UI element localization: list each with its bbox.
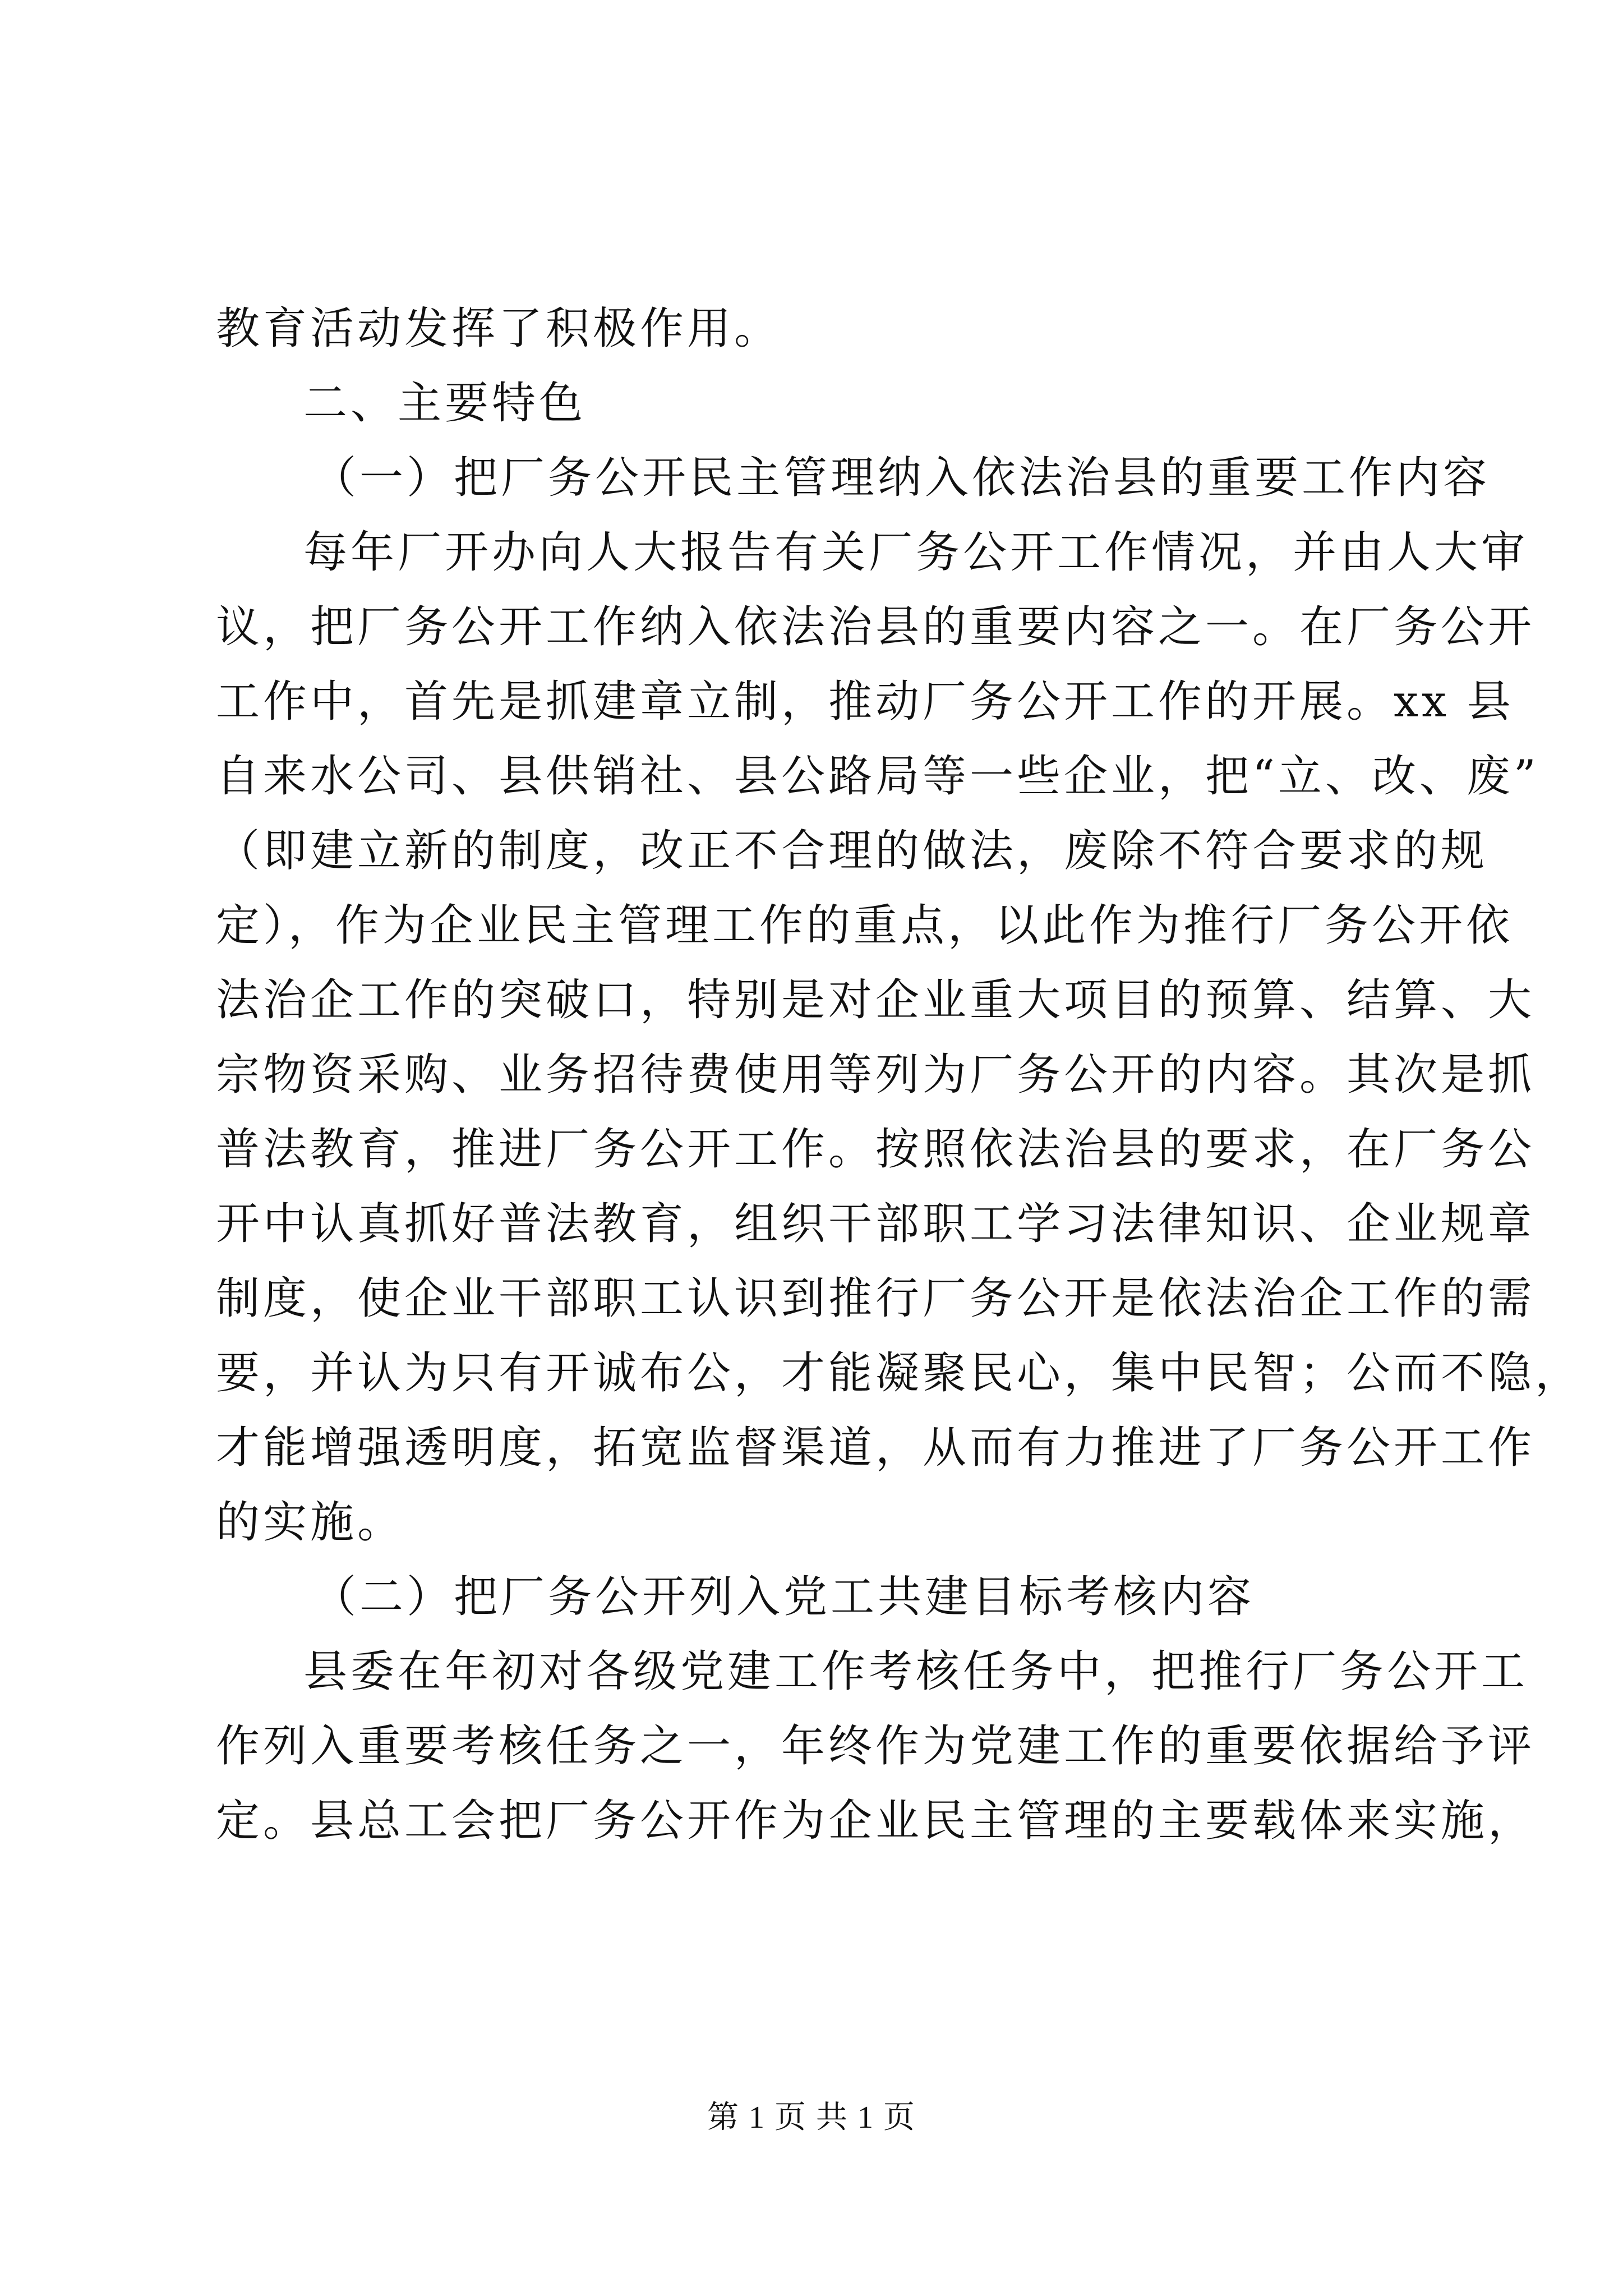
paragraph-line: 定），作为企业民主管理工作的重点，以此作为推行厂务公开依 — [216, 900, 1514, 951]
paragraph-line: 普法教育，推进厂务公开工作。按照依法治县的要求，在厂务公 — [216, 1124, 1536, 1175]
paragraph-line: 作列入重要考核任务之一，年终作为党建工作的重要依据给予评 — [216, 1721, 1536, 1772]
page-number-label: 第 1 页 共 1 页 — [707, 2100, 916, 2135]
paragraph-line: 县委在年初对各级党建工作考核任务中，把推行厂务公开工 — [303, 1646, 1529, 1697]
paragraph-line: 要，并认为只有开诚布公，才能凝聚民心，集中民智；公而不隐， — [216, 1348, 1583, 1398]
paragraph-line: 宗物资采购、业务招待费使用等列为厂务公开的内容。其次是抓 — [216, 1050, 1536, 1100]
document-body — [216, 292, 1583, 1858]
paragraph-line: 每年厂开办向人大报告有关厂务公开工作情况，并由人大审 — [303, 527, 1529, 578]
paragraph-line: （即建立新的制度，改正不合理的做法，废除不符合要求的规 — [216, 826, 1488, 876]
paragraph-line: 定。县总工会把厂务公开作为企业民主管理的主要载体来实施， — [216, 1796, 1536, 1846]
section-heading: 二、主要特色 — [303, 378, 587, 429]
paragraph-line: 的实施。 — [216, 1497, 405, 1548]
paragraph-line: 开中认真抓好普法教育，组织干部职工学习法律知识、企业规章 — [216, 1199, 1536, 1249]
paragraph-line: 法治企工作的突破口，特别是对企业重大项目的预算、结算、大 — [216, 975, 1536, 1025]
page-footer — [0, 2098, 1623, 2137]
paragraph-line: 才能增强透明度，拓宽监督渠道，从而有力推进了厂务公开工作 — [216, 1423, 1536, 1473]
paragraph-line: 自来水公司、县供销社、县公路局等一些企业，把“立、改、废” — [216, 751, 1539, 802]
subsection-heading: （二）把厂务公开列入党工共建目标考核内容 — [312, 1572, 1255, 1622]
paragraph-line: 制度，使企业干部职工认识到推行厂务公开是依法治企工作的需 — [216, 1273, 1536, 1324]
paragraph-line: 工作中，首先是抓建章立制，推动厂务公开工作的开展。xx 县 — [216, 677, 1514, 727]
paragraph-line: 教育活动发挥了积极作用。 — [216, 303, 782, 354]
paragraph-line: 议，把厂务公开工作纳入依法治县的重要内容之一。在厂务公开 — [216, 602, 1536, 652]
subsection-heading: （一）把厂务公开民主管理纳入依法治县的重要工作内容 — [312, 453, 1491, 503]
